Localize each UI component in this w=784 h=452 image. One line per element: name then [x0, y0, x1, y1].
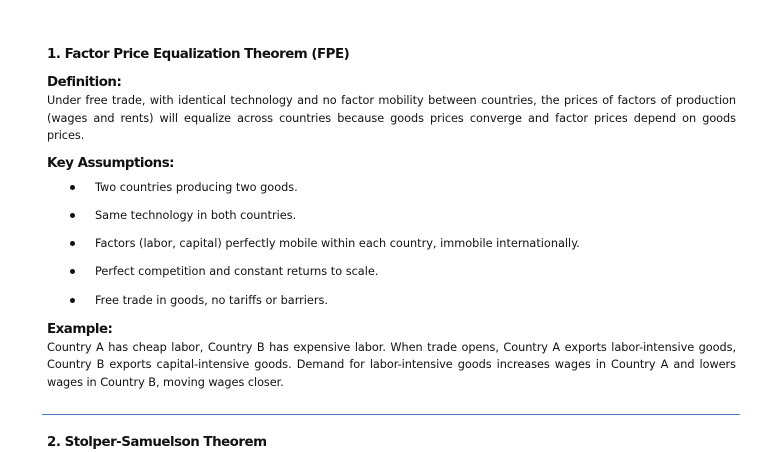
example-heading: Example: — [47, 321, 113, 337]
example-paragraph: Country A has cheap labor, Country B has expensive labor. When trade opens, Country A exports labor-intensive goods, Country B exports capital-intensive goods. Demand for labor-intensive goods increases wages in Country A and lowers wages in Country B, moving wages closer. — [47, 340, 736, 389]
definition-heading: Definition: — [47, 75, 122, 90]
section-title: 1. Factor Price Equalization Theorem (FPE) — [47, 47, 350, 62]
definition-paragraph: Under free trade, with identical technology and no factor mobility between countries, the prices of factors of production (wages and rents) will equalize across countries because goods prices converge and factor prices depend on goods prices. — [47, 94, 736, 142]
bullet-icon — [70, 269, 75, 274]
next-section-title: 2. Stolper-Samuelson Theorem — [47, 435, 267, 450]
list-item: Perfect competition and constant returns to scale. — [47, 263, 736, 280]
bullet-icon — [70, 298, 75, 303]
bullet-icon — [70, 185, 75, 190]
list-item: Two countries producing two goods. — [47, 179, 736, 196]
list-item: Factors (labor, capital) perfectly mobile within each country, immobile internationally. — [47, 235, 736, 252]
document-page — [47, 46, 736, 391]
section-divider — [42, 414, 740, 415]
bullet-icon — [70, 241, 75, 246]
list-item: Free trade in goods, no tariffs or barriers. — [47, 292, 736, 309]
list-item: Same technology in both countries. — [47, 207, 736, 224]
assumptions-heading: Key Assumptions: — [47, 155, 175, 171]
assumptions-list — [47, 179, 736, 309]
bullet-icon — [70, 213, 75, 218]
